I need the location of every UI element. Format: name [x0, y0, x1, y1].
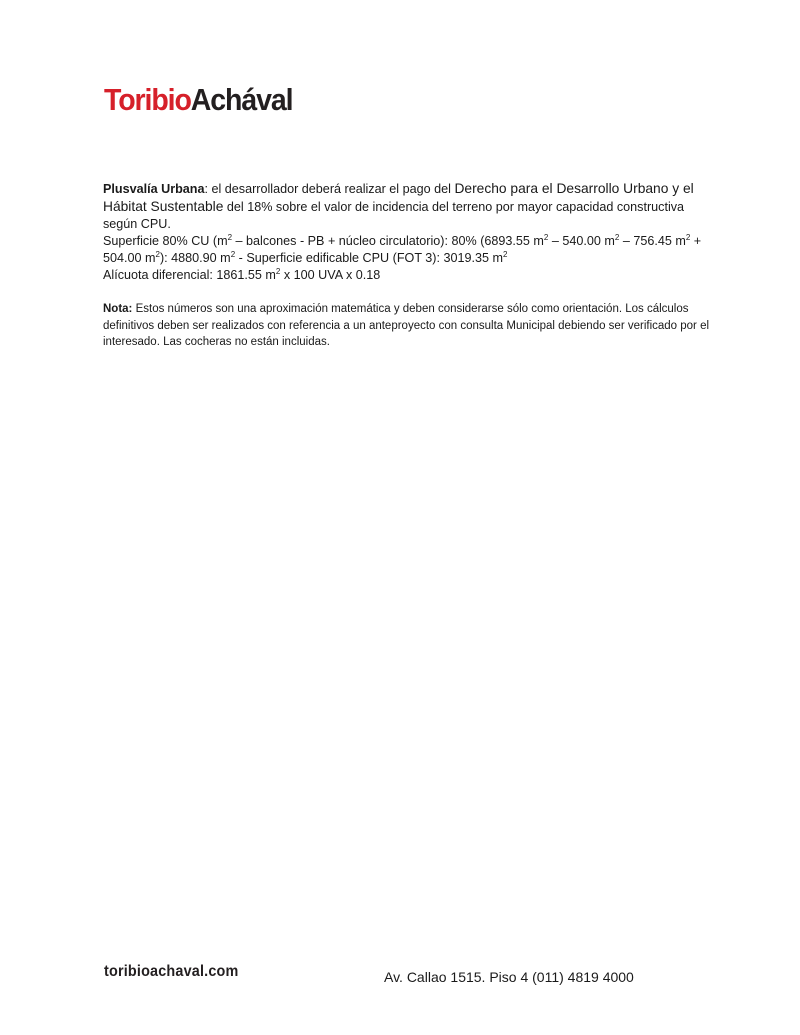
superficie-text-d: – 756.45 m [619, 234, 686, 248]
logo-part-achaval: Achával [190, 82, 293, 117]
alicuota-text-b: x 100 UVA x 0.18 [280, 268, 381, 282]
company-logo [104, 84, 292, 115]
disclaimer-note [103, 301, 718, 351]
main-content [103, 180, 715, 284]
logo-part-toribio: Toribio [104, 82, 191, 117]
alicuota-text-a: Alícuota diferencial: 1861.55 m [103, 268, 276, 282]
superficie-text-c: – 540.00 m [548, 234, 615, 248]
superficie-text-b: – balcones - PB + núcleo circulatorio): 80% (6893.55 m [232, 234, 544, 248]
plusvalia-text-1: : el desarrollador deberá realizar el pago del [204, 182, 455, 196]
plusvalia-text-2: del 18% sobre el valor de incidencia del terreno por mayor capacidad constructiva según CPU. [103, 200, 685, 231]
superficie-text-g: - Superficie edificable CPU (FOT 3): 3019.35 m [235, 251, 503, 265]
superscript: 2 [230, 250, 236, 259]
superficie-text-f: ): 4880.90 m [159, 251, 231, 265]
superscript: 2 [614, 233, 620, 242]
alicuota-paragraph [103, 267, 715, 284]
superscript: 2 [155, 250, 160, 259]
note-text: Estos números son una aproximación matemática y deben considerarse sólo como orientación. Los cálculos definitivos deben ser realizados con referencia a un anteproyecto con consulta Municipal debiendo ser verificado por el interesado. Las cocheras no están incluidas. [103, 303, 710, 348]
superscript: 2 [685, 233, 691, 242]
plusvalia-paragraph [103, 180, 715, 233]
note-label: Nota: [103, 303, 133, 315]
superscript: 2 [543, 233, 549, 242]
footer-website: toribioachaval.com [104, 963, 239, 980]
footer-address: Av. Callao 1515. Piso 4 (011) 4819 4000 [384, 969, 634, 985]
superficie-text-e: + 504.00 m [103, 234, 702, 265]
superscript: 2 [227, 233, 233, 242]
superficie-text-a: Superficie 80% CU (m [103, 234, 228, 248]
superscript: 2 [275, 267, 281, 276]
superscript: 2 [503, 250, 508, 259]
plusvalia-heading: Plusvalía Urbana [103, 182, 205, 196]
superficie-paragraph [103, 233, 715, 267]
plusvalia-right-name: Derecho para el Desarrollo Urbano y el Hábitat Sustentable [103, 181, 694, 214]
note-paragraph [103, 301, 718, 351]
